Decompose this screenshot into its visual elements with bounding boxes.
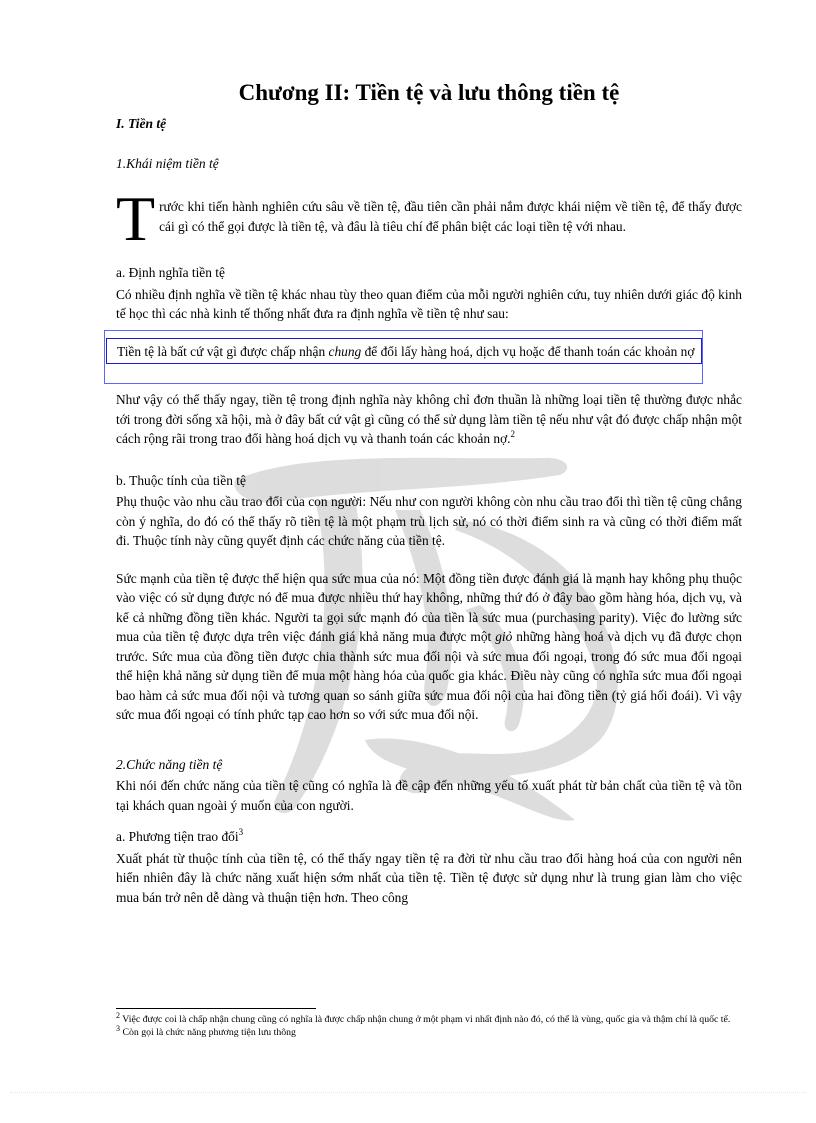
definition-text: Tiền tệ là bất cứ vật gì được chấp nhận chung để đổi lấy hàng hoá, dịch vụ hoặc để thanh toán các khoản nợ [106,338,702,365]
basket-emphasis: giỏ [495,629,513,644]
paragraph-properties-1: Phụ thuộc vào nhu cầu trao đổi của con người: Nếu như con người không còn nhu cầu trao đổi thì tiền tệ cũng chẳng còn ý nghĩa, do đó có thể thấy rõ tiền tệ là một phạm trù lịch sử, nó có thời điểm sinh ra và cũng có thời điểm mất đi. Thuộc tính này cũng quyết định các chức năng của tiền tệ. [116,494,742,548]
main-content [116,78,742,915]
subsection-heading: 1.Khái niệm tiền tệ [116,155,219,171]
section-heading: I. Tiền tệ [116,116,167,131]
heading-properties: b. Thuộc tính của tiền tệ [116,472,246,488]
footnotes [116,1008,742,1039]
subsection-functions: 2.Chức năng tiền tệ [116,756,223,772]
footnote-2: $^2$ Việc được coi là chấp nhận chung cũng có nghĩa là được chấp nhận chung ở một phạm vi nhất định nào đó, có thể là vùng, quốc gia và thậm chí là quốc tế. [116,1011,731,1025]
heading-medium-of-exchange: a. Phương tiện trao đổi$^3$ [116,827,244,844]
drop-cap: T [116,183,156,254]
chapter-title: Chương II: Tiền tệ và lưu thông tiền tệ [238,80,620,105]
definition-emphasis: chung [328,343,362,359]
footnote-3: $^3$ Còn gọi là chức năng phương tiện lưu thông [116,1024,296,1038]
footnote-ref-3[interactable]: 3 [238,827,244,837]
page-bottom-divider [10,1092,806,1093]
paragraph-functions: Khi nói đến chức năng của tiền tệ cũng có nghĩa là đề cập đến những yếu tố xuất phát từ bản chất của tiền tệ và tồn tại khách quan ngoài ý muốn của con người. [116,778,742,813]
paragraph-after-definition: Như vậy có thể thấy ngay, tiền tệ trong định nghĩa này không chỉ đơn thuần là những loại tiền tệ thường được nhắc tới trong đời sống xã hội, mà ở đây bất cứ vật gì cũng có thể sử dụng làm tiền tệ nếu như vật đó được chấp nhận một cách rộng rãi trong trao đổi hàng hoá dịch vụ và thanh toán các khoản nợ.$^2$ [116,392,742,446]
definition-box [106,338,702,365]
footnote-ref-2[interactable]: 2 [510,429,516,439]
intro-paragraph [116,183,742,254]
paragraph-definition-intro: Có nhiều định nghĩa về tiền tệ khác nhau tùy theo quan điểm của mỗi người nghiên cứu, tuy nhiên dưới giác độ kinh tế học thì các nhà kinh tế thống nhất đưa ra định nghĩa về tiền tệ như sau: [116,286,742,321]
heading-definition: a. Định nghĩa tiền tệ [116,265,225,280]
paragraph-medium-of-exchange: Xuất phát từ thuộc tính của tiền tệ, có thể thấy ngay tiền tệ ra đời từ nhu cầu trao đổi hàng hoá của con người nên hiển nhiên đây là chức năng xuất hiện sớm nhất của tiền tệ. Tiền tệ được sử dụng như là trung gian làm cho việc mua bán trở nên dễ dàng và thuận tiện hơn. Theo công [116,850,742,905]
paragraph-properties-2: Sức mạnh của tiền tệ được thể hiện qua sức mua của nó: Một đồng tiền được đánh giá là mạnh hay không phụ thuộc vào việc có sử dụng được nó để mua được nhiều thứ hay không, những thứ đó ở đây bao gồm hàng hóa, dịch vụ, và kể cả những đồng tiền khác. Người ta gọi sức mạnh đó của tiền là sức mua (purchasing parity). Việc đo lường sức mua của tiền tệ được dựa trên việc đánh giá khả năng mua được một giỏ những hàng hoá và dịch vụ đã được chọn trước. Sức mua của đồng tiền được chia thành sức mua đối nội và sức mua đối ngoại, trong đó sức mua đối ngoại thể hiện khả năng sử dụng tiền để mua một hàng hóa của quốc gia khác. Điều này cũng có nghĩa sức mua đối ngoại bao hàm cả sức mua đối nội và tương quan so sánh giữa sức mua đối nội của hai đồng tiền (tỷ giá hối đoái). Vì vậy sức mua đối ngoại có tính phức tạp cao hơn so với sức mua đối nội. [116,570,742,722]
footnote-separator [116,1008,316,1009]
intro-text: rước khi tiến hành nghiên cứu sâu về tiền tệ, đầu tiên cần phải nắm được khái niệm về tiền tệ, để thấy được cái gì có thể gọi được là tiền tệ, và đâu là tiêu chí để phân biệt các loại tiền tệ với nhau. [159,199,742,234]
